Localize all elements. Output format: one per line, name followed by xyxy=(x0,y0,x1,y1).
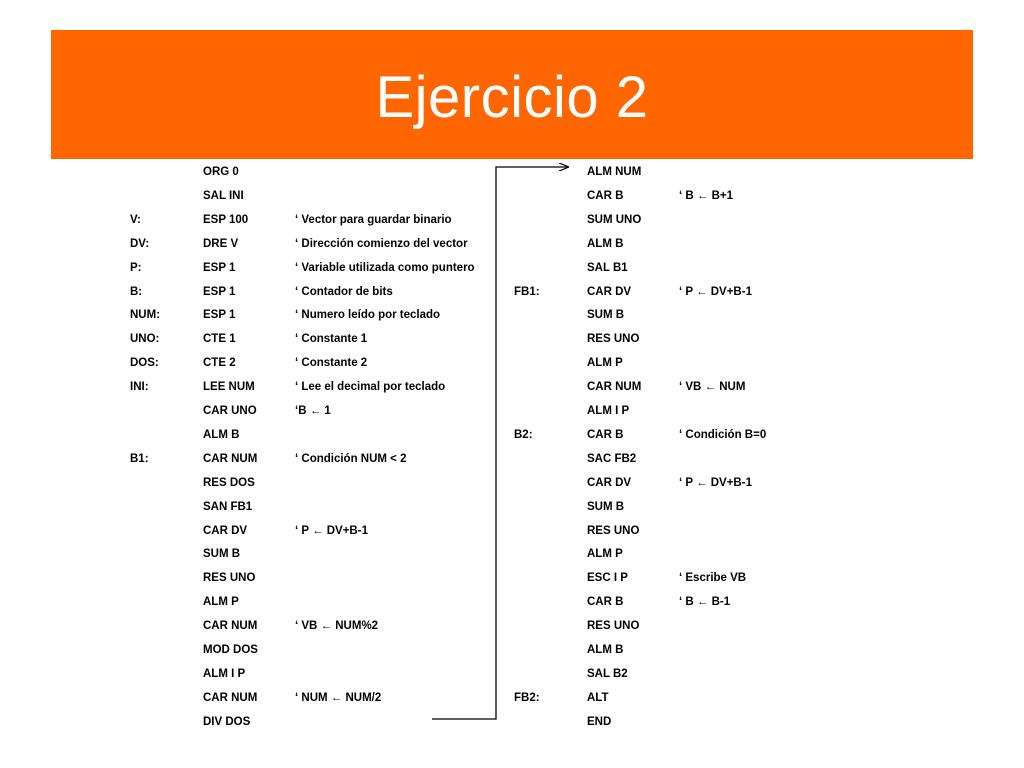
code-instruction: ALM P xyxy=(587,548,623,561)
code-instruction: SAL B1 xyxy=(587,261,628,274)
code-instruction: SAL B2 xyxy=(587,667,628,680)
code-instruction: ALM NUM xyxy=(587,166,642,178)
code-instruction: ALM B xyxy=(587,644,624,656)
code-label: P: xyxy=(130,261,142,274)
code-instruction: LEE NUM xyxy=(203,381,255,394)
code-instruction: SUM B xyxy=(587,309,625,322)
code-label: V: xyxy=(130,213,141,226)
code-instruction: SUM UNO xyxy=(587,213,642,226)
flow-arrow-line xyxy=(432,167,568,719)
code-instruction: END xyxy=(587,715,612,728)
code-comment: ‘ VB ← NUM%2 xyxy=(295,620,379,633)
code-instruction: DIV DOS xyxy=(203,715,251,728)
code-comment: ‘ P ← DV+B-1 xyxy=(679,285,752,298)
code-instruction: CAR NUM xyxy=(203,452,258,465)
code-label: DV: xyxy=(130,237,150,250)
code-label: INI: xyxy=(130,381,149,394)
code-instruction: CAR B xyxy=(587,189,624,202)
code-comment: ‘ B ← B+1 xyxy=(679,189,734,202)
code-comment: ‘ Numero leído por teclado xyxy=(295,309,441,322)
code-comment: ‘ Constante 1 xyxy=(295,333,368,346)
code-comment: ‘ Dirección comienzo del vector xyxy=(295,237,468,250)
code-instruction: RES UNO xyxy=(587,333,640,346)
code-label: FB2: xyxy=(514,691,540,704)
code-instruction: CAR DV xyxy=(587,285,632,298)
code-label: FB1: xyxy=(514,285,540,298)
code-label: B: xyxy=(130,285,143,298)
code-comment: ‘ P ← DV+B-1 xyxy=(295,524,368,537)
code-comment: ‘ Vector para guardar binario xyxy=(295,213,452,226)
code-instruction: ORG 0 xyxy=(203,166,239,178)
code-label: B1: xyxy=(130,452,149,465)
code-instruction: CAR UNO xyxy=(203,405,257,417)
code-instruction: RES UNO xyxy=(587,620,640,633)
code-instruction: ESP 100 xyxy=(203,213,249,226)
code-label: DOS: xyxy=(130,357,159,370)
code-instruction: ALT xyxy=(587,691,609,704)
code-comment: ‘ Lee el decimal por teclado xyxy=(295,381,446,394)
code-instruction: ESP 1 xyxy=(203,309,236,322)
code-instruction: SAL INI xyxy=(203,189,244,202)
code-instruction: SAN FB1 xyxy=(203,500,253,513)
code-instruction: SUM B xyxy=(203,548,241,561)
code-instruction: ALM I P xyxy=(203,667,246,680)
code-instruction: CAR NUM xyxy=(587,381,642,394)
code-label: NUM: xyxy=(130,309,161,322)
code-instruction: ALM B xyxy=(587,237,624,250)
code-comment: ‘ P ← DV+B-1 xyxy=(679,476,752,489)
page-title: Ejercicio 2 xyxy=(375,65,649,130)
code-comment: ‘ Contador de bits xyxy=(295,285,393,298)
code-instruction: ESP 1 xyxy=(203,261,236,274)
code-instruction: RES UNO xyxy=(203,572,256,585)
code-comment: ‘ VB ← NUM xyxy=(679,381,746,394)
code-label: B2: xyxy=(514,428,533,441)
code-instruction: CTE 2 xyxy=(203,357,236,370)
code-comment: ‘ Escribe VB xyxy=(679,572,747,585)
code-instruction: ALM P xyxy=(587,357,623,370)
code-comment: ‘B ← 1 xyxy=(295,405,331,417)
code-instruction: CAR DV xyxy=(203,524,248,537)
code-instruction: CAR B xyxy=(587,428,624,441)
code-comment: ‘ NUM ← NUM/2 xyxy=(295,691,382,704)
code-comment: ‘ Condición NUM < 2 xyxy=(295,452,407,465)
code-comment: ‘ Condición B=0 xyxy=(679,428,767,441)
code-comment: ‘ Variable utilizada como puntero xyxy=(295,261,475,274)
code-instruction: MOD DOS xyxy=(203,644,258,656)
code-comment: ‘ B ← B-1 xyxy=(679,596,731,609)
code-instruction: CAR NUM xyxy=(203,620,258,633)
code-instruction: CAR DV xyxy=(587,476,632,489)
code-instruction: ALM B xyxy=(203,428,240,441)
code-label: UNO: xyxy=(130,333,160,346)
code-comment: ‘ Constante 2 xyxy=(295,357,368,370)
code-instruction: RES DOS xyxy=(203,476,255,489)
code-instruction: RES UNO xyxy=(587,524,640,537)
code-instruction: SUM B xyxy=(587,500,625,513)
code-instruction: ESP 1 xyxy=(203,285,236,298)
code-instruction: CTE 1 xyxy=(203,333,236,346)
code-instruction: CAR B xyxy=(587,596,624,609)
code-instruction: ESC I P xyxy=(587,572,628,585)
code-instruction: DRE V xyxy=(203,237,239,250)
code-instruction: ALM I P xyxy=(587,405,630,417)
code-instruction: SAC FB2 xyxy=(587,452,637,465)
code-instruction: CAR NUM xyxy=(203,691,258,704)
code-instruction: ALM P xyxy=(203,596,239,609)
